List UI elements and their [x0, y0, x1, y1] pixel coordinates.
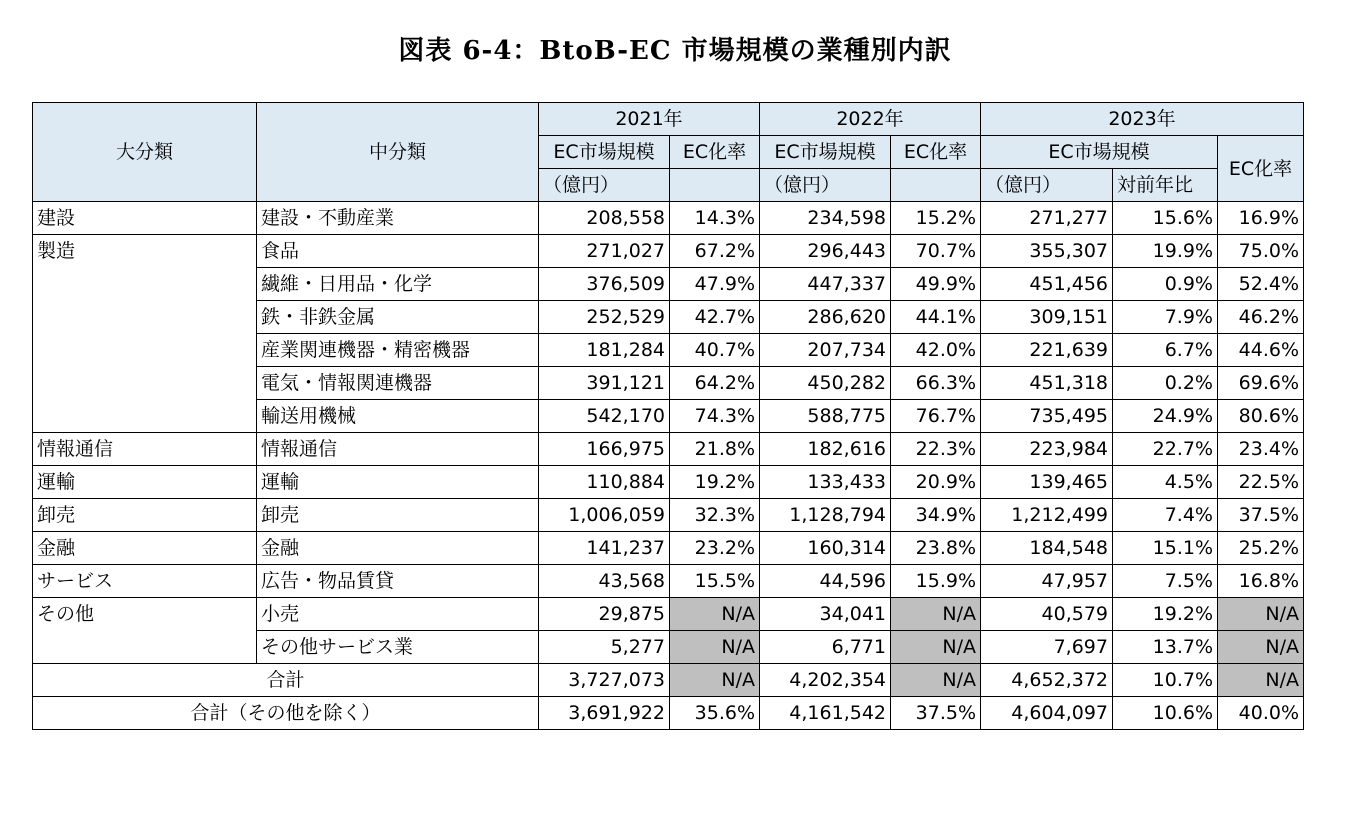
- yoy-2023-cell: 15.1%: [1113, 532, 1218, 565]
- ec-market-2021-cell: 110,884: [539, 466, 670, 499]
- major-category: 情報通信: [33, 433, 257, 466]
- major-category: その他: [33, 598, 257, 664]
- total-ec-rate-2022-cell: 37.5%: [891, 697, 981, 730]
- major-category: サービス: [33, 565, 257, 598]
- total-yoy-2023-cell: 10.6%: [1113, 697, 1218, 730]
- minor-category: 鉄・非鉄金属: [257, 301, 539, 334]
- ec-rate-2022-cell: 66.3%: [891, 367, 981, 400]
- minor-category: 電気・情報関連機器: [257, 367, 539, 400]
- ec-rate-2023-cell: N/A: [1218, 598, 1304, 631]
- ec-market-2021-cell: 5,277: [539, 631, 670, 664]
- total-ec-rate-2021-cell: N/A: [670, 664, 760, 697]
- ec-market-2021-cell: 43,568: [539, 565, 670, 598]
- header-year-2023: 2023年: [981, 103, 1304, 136]
- ec-rate-2022-cell: 49.9%: [891, 268, 981, 301]
- ec-rate-2023-cell: N/A: [1218, 631, 1304, 664]
- total-ec-rate-2022-cell: N/A: [891, 664, 981, 697]
- total-ec-market-2023-cell: 4,652,372: [981, 664, 1113, 697]
- yoy-2023-cell: 15.6%: [1113, 202, 1218, 235]
- ec-rate-2021-cell: 23.2%: [670, 532, 760, 565]
- header-major: 大分類: [33, 103, 257, 202]
- minor-category: 小売: [257, 598, 539, 631]
- yoy-2023-cell: 7.9%: [1113, 301, 1218, 334]
- header-minor: 中分類: [257, 103, 539, 202]
- ec-rate-2023-cell: 69.6%: [1218, 367, 1304, 400]
- ec-market-2023-cell: 309,151: [981, 301, 1113, 334]
- ec-market-2022-cell: 234,598: [760, 202, 891, 235]
- minor-category: 卸売: [257, 499, 539, 532]
- yoy-2023-cell: 22.7%: [1113, 433, 1218, 466]
- ec-rate-2022-cell: 22.3%: [891, 433, 981, 466]
- ec-market-2022-cell: 207,734: [760, 334, 891, 367]
- ec-market-2021-cell: 1,006,059: [539, 499, 670, 532]
- ec-market-2021-cell: 376,509: [539, 268, 670, 301]
- ec-rate-2021-cell: 42.7%: [670, 301, 760, 334]
- total-row: [33, 664, 1304, 697]
- total-label: 合計（その他を除く）: [33, 697, 539, 730]
- table-row: [33, 433, 1304, 466]
- ec-rate-2023-cell: 75.0%: [1218, 235, 1304, 268]
- ec-market-2022-cell: 450,282: [760, 367, 891, 400]
- ec-market-2021-cell: 141,237: [539, 532, 670, 565]
- table-row: [33, 235, 1304, 268]
- table-row: [33, 598, 1304, 631]
- ec-market-2022-cell: 182,616: [760, 433, 891, 466]
- header-blank-2022: [891, 169, 981, 202]
- ec-rate-2021-cell: 19.2%: [670, 466, 760, 499]
- ec-market-2022-cell: 296,443: [760, 235, 891, 268]
- ec-market-2023-cell: 271,277: [981, 202, 1113, 235]
- table-row: [33, 202, 1304, 235]
- ec-rate-2021-cell: N/A: [670, 631, 760, 664]
- table-row: [33, 565, 1304, 598]
- ec-rate-2023-cell: 46.2%: [1218, 301, 1304, 334]
- ec-rate-2022-cell: 34.9%: [891, 499, 981, 532]
- ec-market-2023-cell: 735,495: [981, 400, 1113, 433]
- yoy-2023-cell: 24.9%: [1113, 400, 1218, 433]
- yoy-2023-cell: 19.2%: [1113, 598, 1218, 631]
- total-ec-rate-2023-cell: 40.0%: [1218, 697, 1304, 730]
- header-unit-2021: （億円）: [539, 169, 670, 202]
- ec-rate-2022-cell: 76.7%: [891, 400, 981, 433]
- ec-market-2022-cell: 34,041: [760, 598, 891, 631]
- minor-category: 金融: [257, 532, 539, 565]
- total-ec-rate-2023-cell: N/A: [1218, 664, 1304, 697]
- ec-rate-2021-cell: 74.3%: [670, 400, 760, 433]
- ec-rate-2023-cell: 16.8%: [1218, 565, 1304, 598]
- ec-market-2023-cell: 47,957: [981, 565, 1113, 598]
- ec-rate-2023-cell: 80.6%: [1218, 400, 1304, 433]
- minor-category: 情報通信: [257, 433, 539, 466]
- ec-rate-2022-cell: N/A: [891, 631, 981, 664]
- ec-market-2022-cell: 286,620: [760, 301, 891, 334]
- header-blank-2021: [670, 169, 760, 202]
- ec-market-2023-cell: 223,984: [981, 433, 1113, 466]
- header-unit-2023: （億円）: [981, 169, 1113, 202]
- minor-category: 広告・物品賃貸: [257, 565, 539, 598]
- ec-rate-2022-cell: 15.9%: [891, 565, 981, 598]
- ec-rate-2023-cell: 16.9%: [1218, 202, 1304, 235]
- ec-market-2022-cell: 160,314: [760, 532, 891, 565]
- total-label: 合計: [33, 664, 539, 697]
- ec-rate-2022-cell: 15.2%: [891, 202, 981, 235]
- header-year-2021: 2021年: [539, 103, 760, 136]
- ec-market-table: [32, 102, 1304, 730]
- ec-market-2023-cell: 355,307: [981, 235, 1113, 268]
- minor-category: その他サービス業: [257, 631, 539, 664]
- ec-rate-2021-cell: 32.3%: [670, 499, 760, 532]
- ec-market-2021-cell: 391,121: [539, 367, 670, 400]
- ec-market-2021-cell: 542,170: [539, 400, 670, 433]
- minor-category: 運輸: [257, 466, 539, 499]
- ec-market-2023-cell: 451,456: [981, 268, 1113, 301]
- header-year-2022: 2022年: [760, 103, 981, 136]
- yoy-2023-cell: 6.7%: [1113, 334, 1218, 367]
- ec-market-2021-cell: 166,975: [539, 433, 670, 466]
- major-category: 建設: [33, 202, 257, 235]
- ec-rate-2023-cell: 44.6%: [1218, 334, 1304, 367]
- ec-rate-2023-cell: 22.5%: [1218, 466, 1304, 499]
- ec-market-2021-cell: 252,529: [539, 301, 670, 334]
- minor-category: 産業関連機器・精密機器: [257, 334, 539, 367]
- yoy-2023-cell: 0.9%: [1113, 268, 1218, 301]
- ec-rate-2022-cell: 70.7%: [891, 235, 981, 268]
- total-ec-rate-2021-cell: 35.6%: [670, 697, 760, 730]
- yoy-2023-cell: 7.4%: [1113, 499, 1218, 532]
- ec-market-2021-cell: 271,027: [539, 235, 670, 268]
- yoy-2023-cell: 19.9%: [1113, 235, 1218, 268]
- yoy-2023-cell: 13.7%: [1113, 631, 1218, 664]
- minor-category: 輸送用機械: [257, 400, 539, 433]
- total-ec-market-2021-cell: 3,727,073: [539, 664, 670, 697]
- header-ec-rate-2021: EC化率: [670, 136, 760, 169]
- ec-rate-2022-cell: 44.1%: [891, 301, 981, 334]
- ec-rate-2021-cell: 15.5%: [670, 565, 760, 598]
- ec-market-2022-cell: 44,596: [760, 565, 891, 598]
- ec-rate-2022-cell: N/A: [891, 598, 981, 631]
- ec-market-2022-cell: 1,128,794: [760, 499, 891, 532]
- yoy-2023-cell: 0.2%: [1113, 367, 1218, 400]
- ec-market-2022-cell: 447,337: [760, 268, 891, 301]
- ec-rate-2021-cell: 14.3%: [670, 202, 760, 235]
- major-category: 製造: [33, 235, 257, 433]
- ec-rate-2021-cell: 64.2%: [670, 367, 760, 400]
- minor-category: 食品: [257, 235, 539, 268]
- ec-market-2023-cell: 451,318: [981, 367, 1113, 400]
- header-ec-rate-2023: EC化率: [1218, 136, 1304, 202]
- header-ec-market-2021: EC市場規模: [539, 136, 670, 169]
- ec-market-2023-cell: 1,212,499: [981, 499, 1113, 532]
- major-category: 卸売: [33, 499, 257, 532]
- ec-market-2023-cell: 221,639: [981, 334, 1113, 367]
- ec-rate-2023-cell: 37.5%: [1218, 499, 1304, 532]
- header-ec-market-2023: EC市場規模: [981, 136, 1218, 169]
- ec-market-2023-cell: 40,579: [981, 598, 1113, 631]
- minor-category: 建設・不動産業: [257, 202, 539, 235]
- ec-rate-2023-cell: 25.2%: [1218, 532, 1304, 565]
- ec-rate-2022-cell: 23.8%: [891, 532, 981, 565]
- ec-market-2023-cell: 7,697: [981, 631, 1113, 664]
- total-ec-market-2023-cell: 4,604,097: [981, 697, 1113, 730]
- page-title: 図表 6-4：BtoB-EC 市場規模の業種別内訳: [398, 36, 952, 66]
- major-category: 金融: [33, 532, 257, 565]
- header-unit-2022: （億円）: [760, 169, 891, 202]
- ec-market-2022-cell: 133,433: [760, 466, 891, 499]
- ec-rate-2022-cell: 20.9%: [891, 466, 981, 499]
- total-ec-market-2021-cell: 3,691,922: [539, 697, 670, 730]
- major-category: 運輸: [33, 466, 257, 499]
- ec-market-2022-cell: 6,771: [760, 631, 891, 664]
- total-ec-market-2022-cell: 4,202,354: [760, 664, 891, 697]
- ec-market-2023-cell: 184,548: [981, 532, 1113, 565]
- ec-rate-2021-cell: 40.7%: [670, 334, 760, 367]
- ec-rate-2021-cell: 21.8%: [670, 433, 760, 466]
- header-ec-market-2022: EC市場規模: [760, 136, 891, 169]
- ec-rate-2023-cell: 23.4%: [1218, 433, 1304, 466]
- yoy-2023-cell: 7.5%: [1113, 565, 1218, 598]
- total-row: [33, 697, 1304, 730]
- ec-rate-2021-cell: N/A: [670, 598, 760, 631]
- total-yoy-2023-cell: 10.7%: [1113, 664, 1218, 697]
- header-yoy: 対前年比: [1113, 169, 1218, 202]
- minor-category: 繊維・日用品・化学: [257, 268, 539, 301]
- table-row: [33, 499, 1304, 532]
- ec-market-2021-cell: 29,875: [539, 598, 670, 631]
- ec-rate-2023-cell: 52.4%: [1218, 268, 1304, 301]
- yoy-2023-cell: 4.5%: [1113, 466, 1218, 499]
- ec-market-2021-cell: 181,284: [539, 334, 670, 367]
- header-ec-rate-2022: EC化率: [891, 136, 981, 169]
- ec-rate-2021-cell: 67.2%: [670, 235, 760, 268]
- ec-market-2023-cell: 139,465: [981, 466, 1113, 499]
- table-row: [33, 532, 1304, 565]
- table-row: [33, 466, 1304, 499]
- ec-rate-2021-cell: 47.9%: [670, 268, 760, 301]
- ec-rate-2022-cell: 42.0%: [891, 334, 981, 367]
- ec-market-2021-cell: 208,558: [539, 202, 670, 235]
- ec-market-2022-cell: 588,775: [760, 400, 891, 433]
- total-ec-market-2022-cell: 4,161,542: [760, 697, 891, 730]
